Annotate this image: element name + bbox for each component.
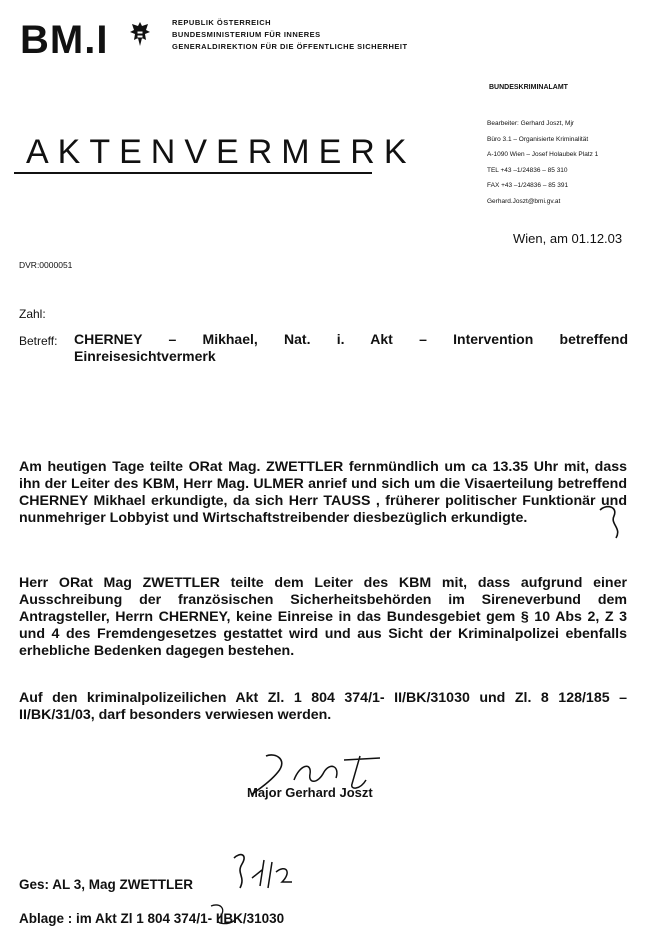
betreff-subject-line2: Einreisesichtvermerk [74, 348, 216, 364]
contact-phone: TEL +43 –1/24836 – 85 310 [487, 166, 568, 174]
betreff-subject: CHERNEY – Mikhael, Nat. i. Akt – Intervention betreffend [74, 331, 628, 347]
handwritten-mark [205, 900, 245, 930]
contact-email: Gerhard.Joszt@bmi.gv.at [487, 197, 561, 205]
zahl-label: Zahl: [19, 307, 46, 321]
document-title: AKTENVERMERK [26, 133, 416, 171]
contact-block [487, 116, 598, 209]
filing-note: Ablage : im Akt Zl 1 804 374/1- IIBK/31030 [19, 911, 285, 926]
letterhead-line-republic: REPUBLIK ÖSTERREICH [172, 18, 272, 27]
body-paragraph-2: Herr ORat Mag ZWETTLER teilte dem Leiter des KBM mit, dass aufgrund einer Ausschreibung der französischen Sicherheitsbehörden im Sireneverbund dem Antragsteller, Herrn CHERNEY, keine Einreise in das Bundesgebiet gem § 10 Abs 2, Z 3 und 4 des Fremdengesetzes gestattet wird und aus Sicht der Kriminalpolizei ebenfalls erhebliche Bedenken dagegen bestehen. [19, 575, 627, 659]
title-underline [14, 172, 372, 174]
distribution-note: Ges: AL 3, Mag ZWETTLER [19, 877, 194, 892]
signer-name: Major Gerhard Joszt [247, 785, 373, 800]
handwritten-initials [226, 848, 296, 896]
handwritten-correction-mark [596, 502, 626, 542]
dvr-number: DVR:0000051 [19, 260, 73, 270]
letterhead-line-ministry: BUNDESMINISTERIUM FÜR INNERES [172, 30, 321, 39]
letterhead-text [172, 17, 408, 53]
contact-office: Büro 3.1 – Organisierte Kriminalität [487, 135, 589, 143]
document-date: Wien, am 01.12.03 [513, 231, 623, 246]
department-name: BUNDESKRIMINALAMT [489, 84, 568, 91]
letterhead-line-directorate: GENERALDIREKTION FÜR DIE ÖFFENTLICHE SICHERHEIT [172, 42, 408, 51]
body-paragraph-1: Am heutigen Tage teilte ORat Mag. ZWETTLER fernmündlich um ca 13.35 Uhr mit, dass ihn der Leiter des KBM, Herr Mag. ULMER anrief und sich um die Visaerteilung betreffend CHERNEY Mikhael erkundigte, da sich Herr TAUSS , früherer politischer Funktionär und nunmehriger Lobbyist und Wirtschaftstreibender diesbezüglich erkundigte. [19, 459, 627, 526]
contact-address: A-1090 Wien – Josef Holaubek Platz 1 [487, 151, 599, 158]
contact-officer: Bearbeiter: Gerhard Joszt, Mjr [487, 120, 575, 127]
body-paragraph-3: Auf den kriminalpolizeilichen Akt Zl. 1 804 374/1- II/BK/31030 und Zl. 8 128/185 – II/BK/31/03, darf besonders verwiesen werden. [19, 690, 627, 723]
betreff-label: Betreff: [19, 334, 58, 348]
contact-fax: FAX +43 –1/24836 – 85 391 [487, 182, 569, 189]
ministry-logo: BM.I [20, 18, 109, 62]
austrian-eagle-emblem-icon [128, 20, 152, 50]
